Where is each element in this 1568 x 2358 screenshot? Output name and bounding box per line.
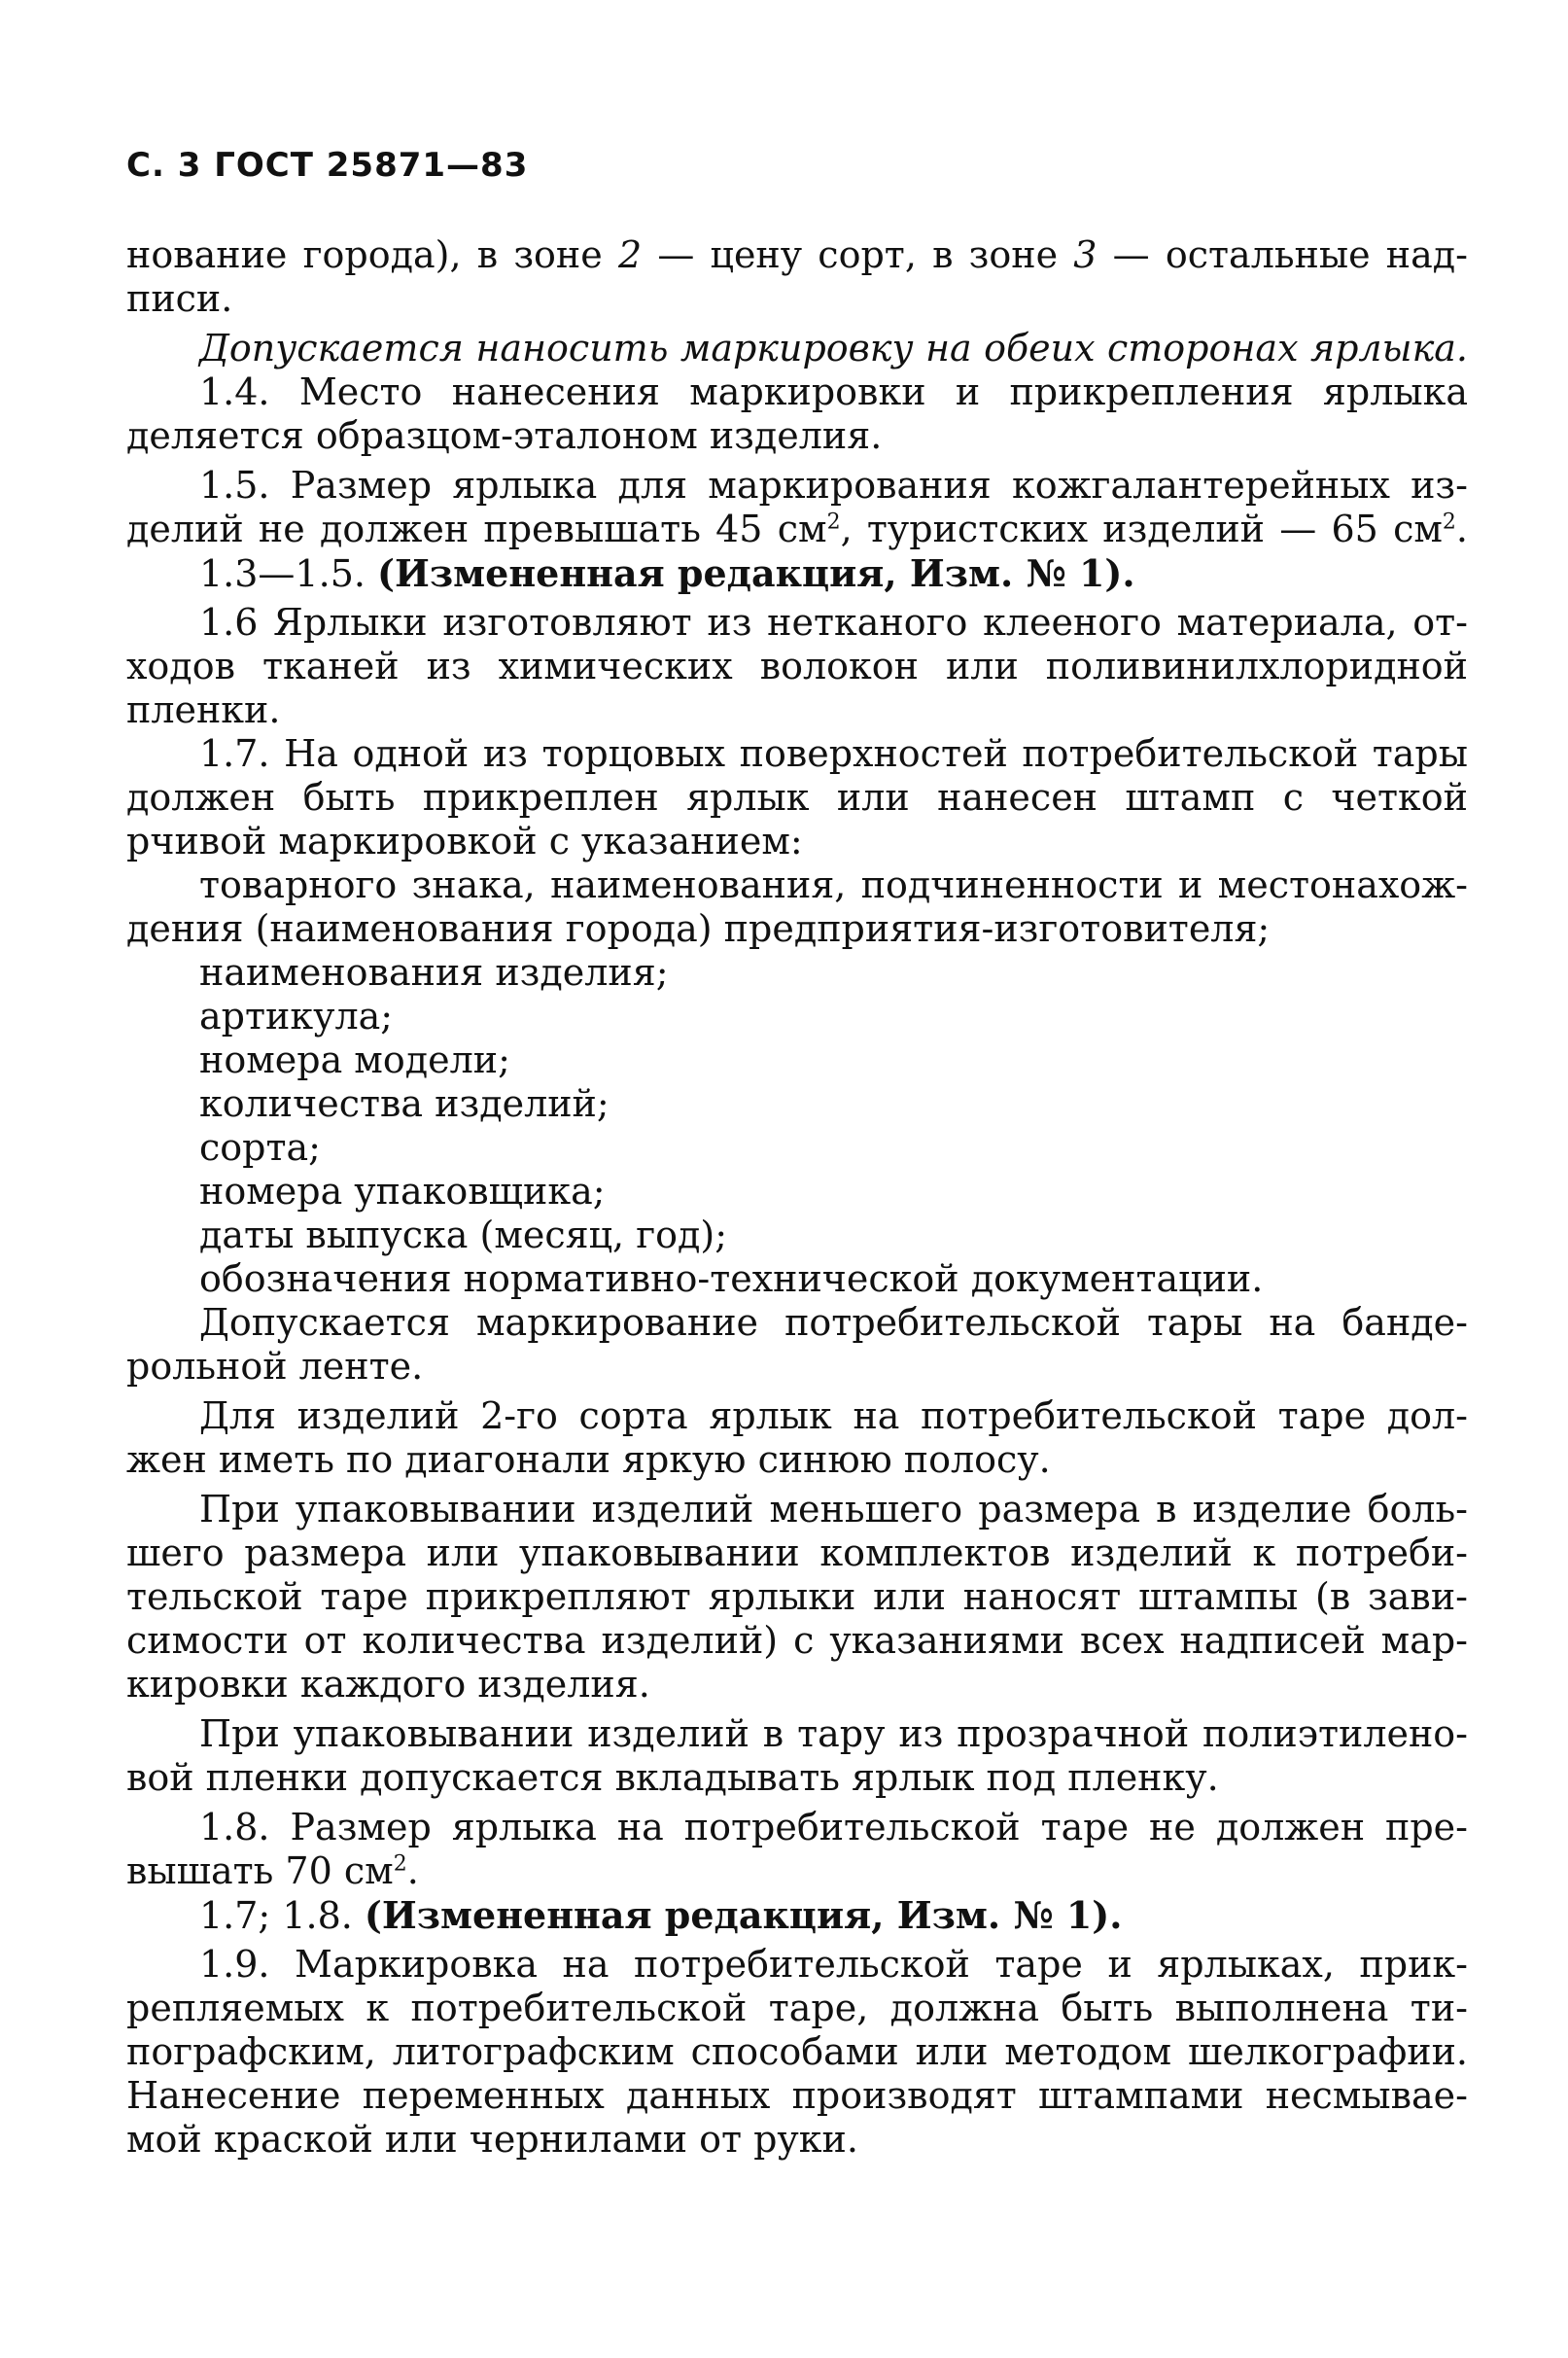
text-line: [126, 1943, 1468, 1987]
text-line: [126, 551, 1468, 595]
text-run: 2: [1442, 510, 1456, 535]
text-run: пографским, литографским способами или методом шелкографии.: [126, 2030, 1468, 2073]
text-line: [126, 601, 1468, 645]
text-run: При упаковывании изделий в тару из прозрачной полиэтилено-: [199, 1712, 1468, 1755]
text-line: [126, 863, 1468, 907]
text-run: Допускается наносить маркировку на обеих сторонах ярлыка.: [199, 327, 1468, 370]
text-run: симости от количества изделий) с указаниями всех надписей мар-: [126, 1619, 1468, 1662]
text-run: 1.4. Место нанесения маркировки и прикрепления ярлыка: [199, 370, 1468, 413]
text-run: вышать 70 см: [126, 1849, 394, 1892]
text-run: сорта;: [199, 1126, 321, 1169]
text-line: [126, 820, 1468, 863]
text-line: [126, 370, 1468, 414]
text-run: репляемых к потребительской таре, должна быть выполнена ти-: [126, 1987, 1468, 2029]
text-run: 1.3—1.5.: [199, 552, 378, 595]
text-line: [126, 1257, 1468, 1301]
text-line: [126, 688, 1468, 732]
text-run: При упаковывании изделий меньшего размера в изделие боль-: [199, 1488, 1468, 1531]
text-run: делий не должен превышать 45 см: [126, 508, 827, 550]
text-run: 1.7. На одной из торцовых поверхностей потребительской тары: [199, 732, 1468, 775]
text-run: 2: [617, 233, 643, 276]
text-run: кировки каждого изделия.: [126, 1663, 650, 1706]
text-line: [126, 1893, 1468, 1937]
text-run: вой пленки допускается вкладывать ярлык под пленку.: [126, 1756, 1219, 1799]
text-run: должен быть прикреплен ярлык или нанесен штамп с четкой: [126, 776, 1468, 819]
text-run: 1.7; 1.8.: [199, 1894, 365, 1937]
text-run: даты выпуска (месяц, год);: [199, 1214, 728, 1256]
text-run: .: [1455, 508, 1468, 550]
text-line: [126, 508, 1468, 551]
text-run: жен иметь по диагонали яркую синюю полосу.: [126, 1438, 1051, 1481]
text-run: нование города), в зоне: [126, 233, 618, 276]
text-line: [126, 277, 1468, 321]
text-line: [126, 2074, 1468, 2118]
text-line: [126, 1488, 1468, 1531]
text-line: [126, 645, 1468, 688]
text-run: товарного знака, наименования, подчиненности и местонахож-: [199, 863, 1468, 906]
text-run: деляется образцом-эталоном изделия.: [126, 414, 883, 457]
text-line: [126, 1301, 1468, 1345]
text-run: Для изделий 2-го сорта ярлык на потребительской таре дол-: [199, 1394, 1468, 1437]
text-run: — остальные над-: [1097, 233, 1468, 276]
text-run: наименования изделия;: [199, 951, 669, 994]
text-run: 1.6 Ярлыки изготовляют из нетканого клееного материала, от-: [199, 601, 1468, 644]
text-run: артикула;: [199, 995, 394, 1038]
text-line: [126, 1849, 1468, 1893]
text-run: номера упаковщика;: [199, 1170, 606, 1213]
text-line: [126, 327, 1468, 370]
text-run: дения (наименования города) предприятия-изготовителя;: [126, 907, 1271, 950]
text-line: [126, 1394, 1468, 1438]
text-run: Нанесение переменных данных производят штампами несмывае-: [126, 2074, 1468, 2117]
text-run: тельской таре прикрепляют ярлыки или наносят штампы (в зави-: [126, 1575, 1468, 1618]
text-line: [126, 1806, 1468, 1849]
text-run: шего размера или упаковывании комплектов изделий к потреби-: [126, 1531, 1468, 1574]
text-run: 1.8. Размер ярлыка на потребительской таре не должен пре-: [199, 1806, 1468, 1848]
text-run: обозначения нормативно-технической документации.: [199, 1257, 1264, 1300]
text-line: [126, 1170, 1468, 1214]
text-line: [126, 1531, 1468, 1575]
text-run: , туристских изделий — 65 см: [840, 508, 1443, 550]
text-line: [126, 1438, 1468, 1482]
text-line: [126, 414, 1468, 458]
text-line: [126, 732, 1468, 776]
text-line: [126, 1082, 1468, 1126]
document-body: [126, 233, 1468, 2162]
text-run: номера модели;: [199, 1038, 510, 1081]
text-run: рчивой маркировкой с указанием:: [126, 820, 803, 862]
text-line: [126, 2030, 1468, 2074]
text-run: писи.: [126, 277, 233, 320]
text-run: 3: [1073, 233, 1098, 276]
text-run: — цену сорт, в зоне: [642, 233, 1074, 276]
text-line: [126, 1987, 1468, 2030]
text-run: Допускается маркирование потребительской тары на банде-: [199, 1301, 1468, 1344]
text-run: рольной ленте.: [126, 1345, 424, 1388]
text-line: [126, 464, 1468, 508]
text-line: [126, 2118, 1468, 2162]
text-run: 1.9. Маркировка на потребительской таре и ярлыках, прик-: [199, 1943, 1468, 1986]
text-line: [126, 1712, 1468, 1756]
text-line: [126, 1345, 1468, 1389]
text-run: 2: [826, 510, 841, 535]
text-line: [126, 907, 1468, 951]
text-run: количества изделий;: [199, 1082, 610, 1125]
text-line: [126, 233, 1468, 277]
text-run: .: [406, 1849, 419, 1892]
text-run: ходов тканей из химических волокон или поливинилхлоридной: [126, 645, 1468, 687]
text-line: [126, 1214, 1468, 1257]
text-line: [126, 1663, 1468, 1707]
text-line: [126, 776, 1468, 820]
text-run: пленки.: [126, 688, 281, 731]
text-run: (Измененная редакция, Изм. № 1).: [364, 1893, 1123, 1937]
text-line: [126, 1038, 1468, 1082]
text-run: 2: [393, 1851, 407, 1877]
text-run: 1.5. Размер ярлыка для маркирования кожгалантерейных из-: [199, 464, 1468, 507]
text-line: [126, 1575, 1468, 1619]
page-header: С. 3 ГОСТ 25871—83: [126, 146, 529, 185]
text-run: (Измененная редакция, Изм. № 1).: [377, 551, 1135, 595]
text-line: [126, 951, 1468, 995]
text-line: [126, 995, 1468, 1038]
text-line: [126, 1126, 1468, 1170]
text-line: [126, 1619, 1468, 1663]
text-line: [126, 1756, 1468, 1800]
text-run: мой краской или чернилами от руки.: [126, 2118, 858, 2161]
